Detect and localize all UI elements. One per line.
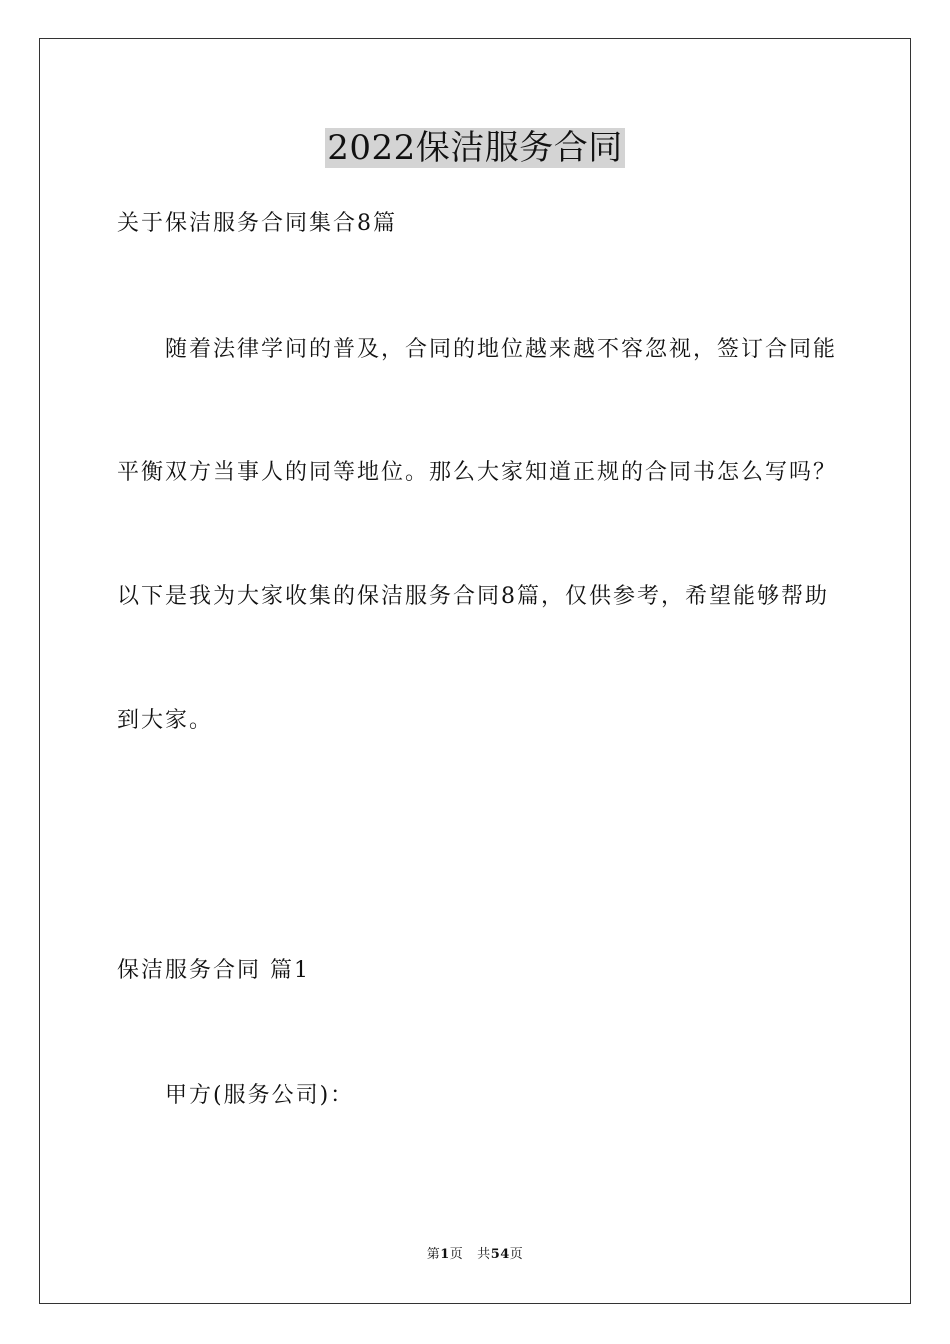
footer-page-prefix: 第	[426, 1247, 441, 1262]
intro-paragraph-line-4: 到大家。	[117, 708, 214, 733]
footer-total-suffix: 页	[509, 1247, 524, 1262]
document-subtitle: 关于保洁服务合同集合8篇	[117, 211, 397, 236]
footer-total-pages: 54	[490, 1247, 510, 1262]
footer-total-prefix: 共	[477, 1247, 491, 1262]
footer-page-suffix: 页	[449, 1247, 464, 1262]
document-title-text: 2022保洁服务合同	[327, 128, 623, 168]
document-title	[0, 127, 950, 169]
party-a-label: 甲方(服务公司)：	[165, 1083, 355, 1108]
intro-paragraph-line-3: 以下是我为大家收集的保洁服务合同8篇，仅供参考，希望能够帮助	[117, 584, 829, 609]
intro-paragraph-line-2: 平衡双方当事人的同等地位。那么大家知道正规的合同书怎么写吗？	[117, 460, 838, 485]
section-heading: 保洁服务合同 篇1	[117, 958, 310, 983]
intro-paragraph-line-1: 随着法律学问的普及，合同的地位越来越不容忽视，签订合同能	[165, 337, 838, 362]
page-footer	[0, 1246, 950, 1264]
footer-page-number: 1	[440, 1247, 450, 1262]
